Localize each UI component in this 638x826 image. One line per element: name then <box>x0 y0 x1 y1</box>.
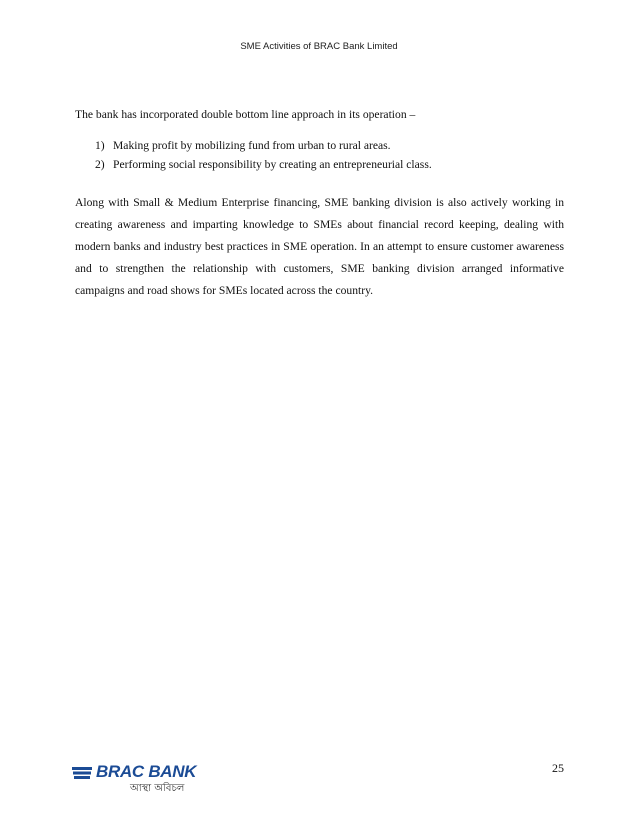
logo-tagline: আস্থা অবিচল <box>130 783 185 794</box>
approach-list <box>95 136 565 174</box>
list-item-text: Performing social responsibility by creating an entrepreneurial class. <box>113 158 432 171</box>
body-paragraph: Along with Small & Medium Enterprise financing, SME banking division is also actively working in creating awareness and imparting knowledge to SMEs about financial record keeping, dealing with modern banks and industry best practices in SME operation. In an attempt to ensure customer awareness and to strengthen the relationship with customers, SME banking division arranged informative campaigns and road shows for SMEs located across the country. <box>75 196 564 297</box>
brac-bank-logo <box>72 763 202 797</box>
page-header: SME Activities of BRAC Bank Limited <box>240 41 398 52</box>
intro-text: The bank has incorporated double bottom line approach in its operation – <box>75 108 416 121</box>
page-number: 25 <box>552 761 564 775</box>
list-item-number: 2) <box>95 158 105 171</box>
list-item-text: Making profit by mobilizing fund from urban to rural areas. <box>113 139 391 152</box>
list-item <box>95 155 565 174</box>
list-item-number: 1) <box>95 139 105 152</box>
brac-bank-logo-mark-icon <box>72 766 94 780</box>
logo-text: BRAC BANK <box>96 762 197 781</box>
list-item <box>95 136 565 155</box>
